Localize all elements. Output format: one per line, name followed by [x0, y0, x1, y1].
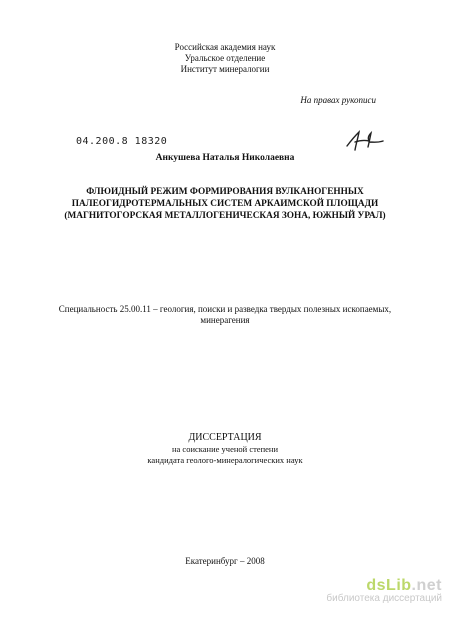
signature-icon	[343, 128, 385, 154]
speciality-line-2: минерагения	[200, 315, 250, 325]
institution-line-branch: Уральское отделение	[184, 53, 266, 63]
title-line-3: (МАГНИТОГОРСКАЯ МЕТАЛЛОГЕНИЧЕСКАЯ ЗОНА, ЮЖНЫЙ УРАЛ)	[64, 211, 386, 221]
dissertation-line-1: на соискание ученой степени	[171, 444, 278, 454]
dslib-caption: библиотека диссертаций	[326, 593, 442, 604]
institution-block	[0, 42, 450, 75]
dissertation-line-2: кандидата геолого-минералогических наук	[147, 454, 303, 465]
dslib-watermark[interactable]	[282, 577, 442, 617]
dissertation-title	[0, 186, 450, 222]
dissertation-heading: ДИССЕРТАЦИЯ	[188, 432, 262, 443]
institution-line-institute: Институт минералогии	[180, 64, 270, 74]
speciality-line-1: Специальность 25.00.11 – геология, поиски и разведка твердых полезных ископаемых,	[58, 304, 392, 314]
dslib-logo-domain: .net	[411, 577, 442, 594]
city-year: Екатеринбург – 2008	[185, 556, 265, 566]
institution-line-academy: Российская академия наук	[174, 42, 276, 52]
title-line-2: ПАЛЕОГИДРОТЕРМАЛЬНЫХ СИСТЕМ АРКАИМСКОЙ ПЛОЩАДИ	[71, 199, 379, 209]
dslib-logo-main: dsLib	[366, 577, 412, 594]
title-line-1: ФЛЮИДНЫЙ РЕЖИМ ФОРМИРОВАНИЯ ВУЛКАНОГЕННЫХ	[86, 187, 364, 197]
manuscript-note: На правах рукописи	[300, 95, 376, 105]
speciality-block	[0, 304, 450, 326]
dissertation-block	[0, 432, 450, 465]
author-name: Анкушева Наталья Николаевна	[155, 153, 295, 163]
archive-number-stamp: 04.200.8 18320	[76, 136, 168, 147]
